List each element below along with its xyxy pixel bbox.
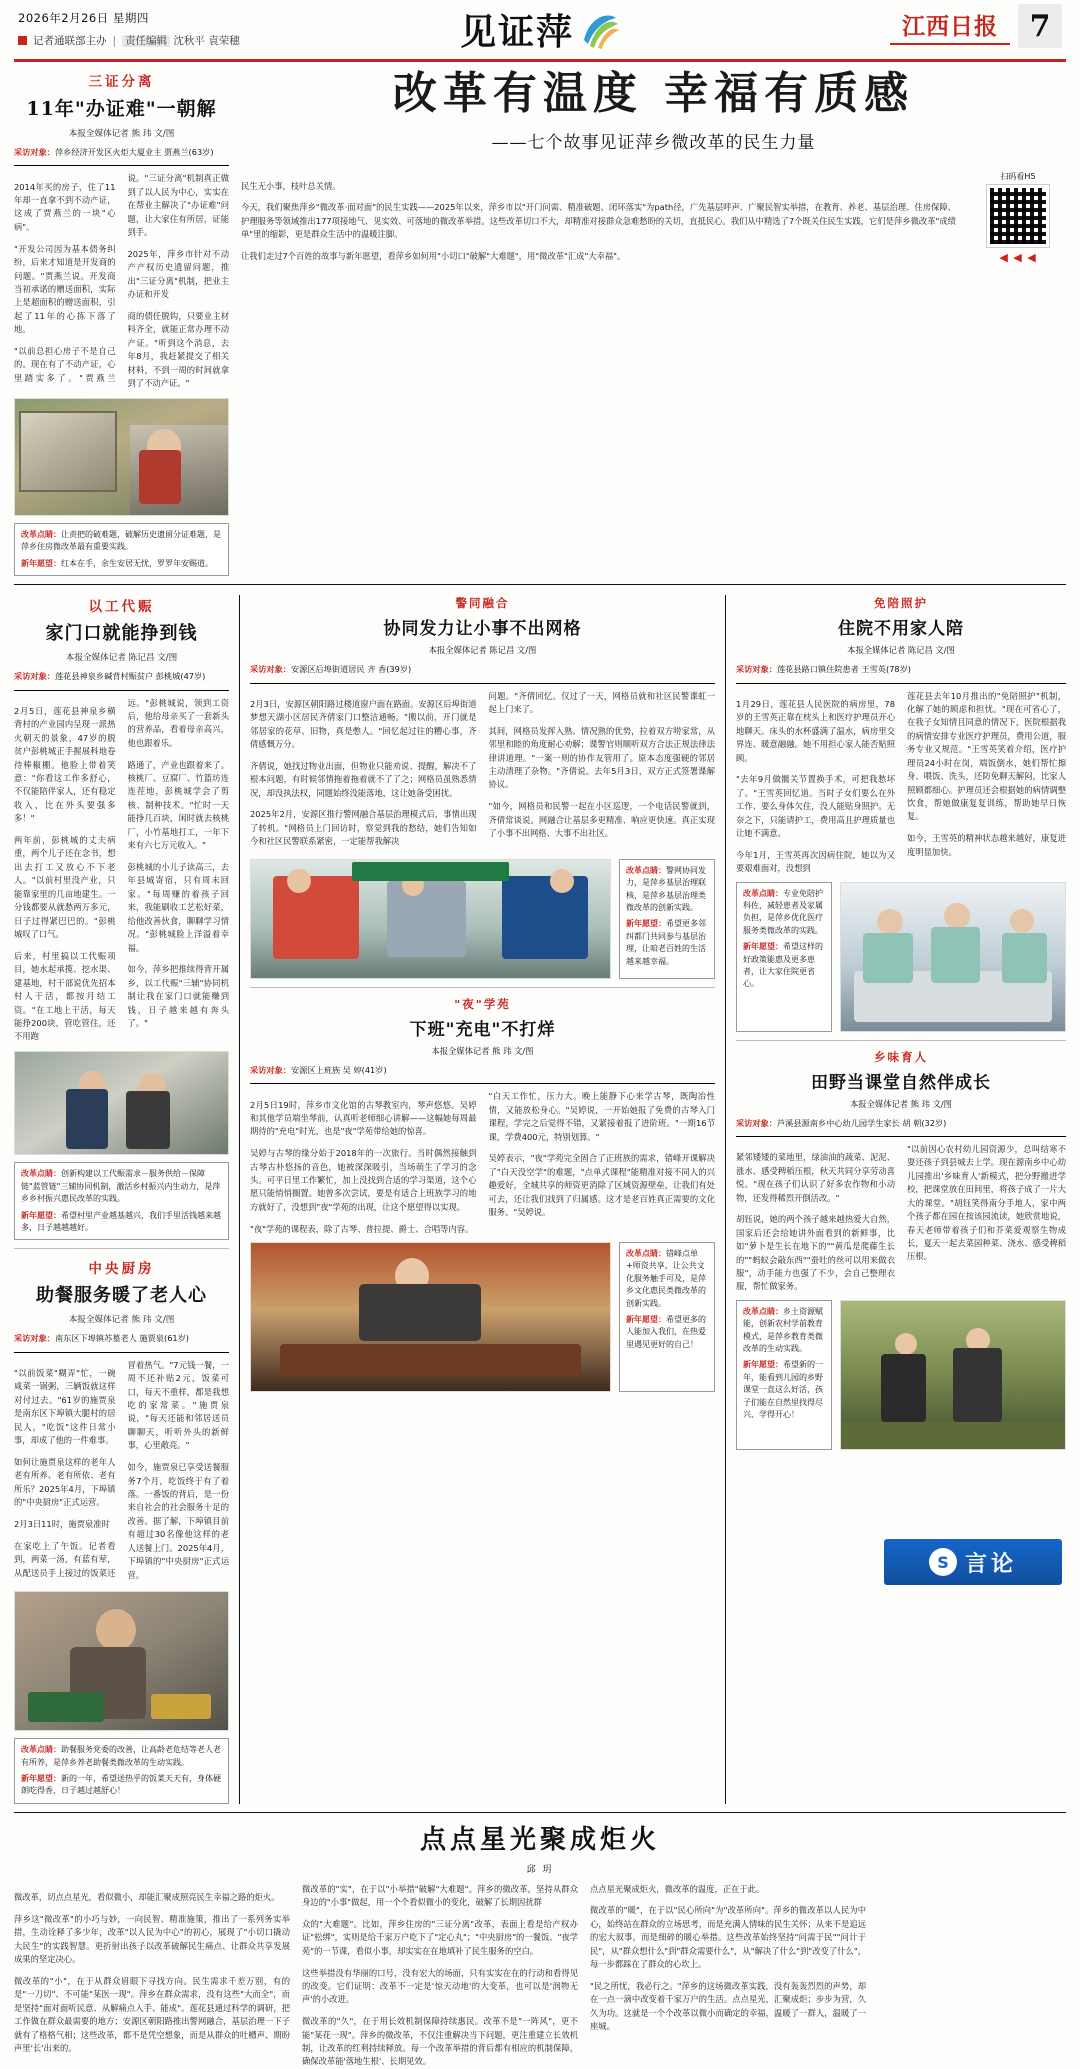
paragraph: 路通了，产业也跟着来了。核桃厂、豆腐厂、竹篮坊连连茬地，彭桃城学会了剪核、制种技术。"忙时一天能挣几百块，闲时就去核桃厂，小竹基地打工，一年下来有六七万元收入。" xyxy=(127,759,229,851)
note-text: 错峰点单+师资共享，让公共文化服务触手可及，是萍乡文化惠民类微改革的创新实践。 xyxy=(626,1249,706,1308)
paragraph: 2014年买的房子，住了11年却一直拿不到不动产证，这成了贾燕兰的一块"心病"。 xyxy=(14,181,116,232)
wish-text: 希望村里产业越基越兴，我们手里活钱越来越多，日子越越越好。 xyxy=(21,1210,221,1233)
article-kicker: "夜"学苑 xyxy=(454,996,511,1011)
paragraph: 微改革的"久"，在于用长效机制保障持续惠民。改革不是"一阵风"，更不能"某花一现"。萍乡的微改革，不仅注重解决当下问题，更注重建立长效机制，让改革的红利持续释放。每一个改革举措的背后都有相应的机制保障，确保改革能'落地生根'、长期见效。 xyxy=(302,2016,578,2067)
paragraph: "开发公司因为基本债务纠纷，后来才知道是开发商的问题。"贾燕兰说。开发商当初承诺的赠送面积，实际上是超面积的赠送面积，引起了11年的心拣下落了地。 xyxy=(14,243,116,335)
article-photo xyxy=(14,1591,229,1731)
commentary-title: 点点星光聚成炬火 xyxy=(419,1824,660,1855)
paragraph: 紧邻矮矮的菜地里，绿油油的蔬菜、泥泥、涨水、感受稗稻压根，秋天共同分享劳动喜悦。"现在孩子们认识了好多农作物和小动物，还发得稀烈开倒活改。" xyxy=(736,1152,895,1203)
top-zone xyxy=(14,70,1066,576)
article-body xyxy=(736,1143,1066,1294)
rule xyxy=(736,1040,1066,1041)
paragraph: "民之所忧，我必行之。"萍乡的这场微改革实践，没有轰轰烈烈的声势，却在一点一滴中改变着千家万户的生活。点点星光，汇聚成炬；步步为营，久久为功。这就是一个个改革以微小而确定的幸福，温暖了一群人，温暖了一座城。 xyxy=(590,1980,866,2032)
wish-text: 希望更多的人能加入我们，在热爱里遇见更好的自己！ xyxy=(626,1315,706,1349)
note-title: 改革点睛： xyxy=(743,1306,783,1316)
paragraph: "夜"学苑的课程表，除了古琴、普拉提、爵士、合唱等内容。 xyxy=(250,1223,474,1234)
paragraph: 众的"大难题"。比如，萍乡住房的"三证分离"改革，表面上看是给产权办证"松绑"，实则是给千家万户吃下了"定心丸"；"中央厨房"的一餐饭、"夜学苑"的一节课，看似小事，却实实在在地填补了民生服务的空白。 xyxy=(302,1918,578,1956)
wish-text: 希望新的一年，能看到儿园的乡野课堂一直这么好活，孩子们能在自然里找得尽兴、学得开心！ xyxy=(743,1360,823,1420)
note-text: 让责把的破难题，破解历史遗留分证难题，是萍乡住房微改革最有重要实践。 xyxy=(21,530,221,552)
article-photo xyxy=(840,1300,1066,1450)
masthead xyxy=(14,0,1066,62)
article-byline: 本报全媒体记者 熊 玮 文/图 xyxy=(850,1098,952,1109)
paragraph: 民生无小事，枝叶总关情。 xyxy=(241,180,341,191)
paragraph: 2025年2月，安源区推行警网融合基层治理模式后，事情出现了转机。"网格员上门回访时，察觉到我的愁结，她们告知如今和社区民警联系紧密，一定能帮我解决 xyxy=(250,809,477,847)
article-photo xyxy=(14,398,229,516)
article-police-grid xyxy=(250,595,715,979)
paragraph: 1月29日，莲花县人民医院的病房里，78岁的王雪英正靠在枕头上和医疗护理员开心地聊天。床头的水杯盛满了温水，病房里交界连、暖意融融。她不用担心家人能否贴照顾。 xyxy=(736,698,895,763)
rule xyxy=(736,1136,1066,1137)
rule xyxy=(250,683,715,684)
article-body xyxy=(14,172,229,392)
wish-title: 新年愿望： xyxy=(626,1315,666,1324)
article-body xyxy=(250,690,715,853)
article-nurse-care xyxy=(736,595,1066,1031)
article-headline: 11年"办证难"一朝解 xyxy=(26,98,217,120)
article-byline: 本报全媒体记者 陈记昌 文/图 xyxy=(428,645,537,656)
qr-code[interactable] xyxy=(987,185,1049,247)
note-text: 助餐服务党委的改善，让高龄老危结等老人老有所养，是萍乡养老助餐类微改革的生动实践。 xyxy=(21,1745,221,1767)
note-text: 创新构建以工代赈需求－服务供给－保障链"蓝管链"三辅协同机制，激活乡村振兴内生动力，是萍乡乡村振兴惠民改革的实践。 xyxy=(21,1169,221,1204)
article-byline: 本报全媒体记者 陈记昌 文/图 xyxy=(847,645,955,656)
wish-text: 新的一年，希望送热乎的饭菜天天有，身体硬朗吃得香，日子越过越舒心！ xyxy=(21,1773,221,1796)
paragraph: 商的债任脱钩，只要业主材料齐全，就能正常办理不动产证。"听到这个消息，去年8月，我赶紧提交了相关材料，不到一周的时间就拿到了不动产证。" xyxy=(127,310,229,389)
paragraph: 问题。"齐倩回忆。仅过了一天，网格员就和社区民警谍虹一起上门来了。 xyxy=(488,690,715,714)
article-headline: 田野当课堂自然伴成长 xyxy=(811,1072,991,1093)
rule xyxy=(14,165,229,166)
rule xyxy=(14,1248,229,1249)
paragraph: 吴婷与古琴的缘分始于2018年的一次旅行。当时偶然接触到古琴古朴悠扬的音色，她被深深吸引，当场萌生了学习的念头。可平日里工作繁忙，加上没找到合适的学习渠道，这个心愿只能悄悄搁置。她曾多次尝试，要是有适合上班族学习的地方就好了，没想到"夜"学苑的出现，让这个愿望得以实现。 xyxy=(250,1148,477,1212)
paragraph: 彭桃城的小儿子读高三，去年县城寄宿，只有周末回家。"每周赚的着孩子回来，我能刷收工艺松好菜，给他改善伙食，聊聊学习情况。"彭桃城脸上洋溢着幸福。 xyxy=(127,861,229,953)
wish-text: 希望更多邻纠都门共同参与基层治理，让咱老百姓的生活越来越幸福。 xyxy=(626,919,706,966)
note-text: 专业免陪护科佐，减轻患者及家属负担，是萍乡优化医疗服务类微改革的实践。 xyxy=(743,888,823,935)
paragraph: 在家吃上了午饭。记者看到，两菜一汤，有蓝有荤，从配送员手上接过的饭菜还冒着热气。"7元钱一餐，一周不还补贴2元，饭菜可口，每天不重样，都是我想吃的家常菜。"施贾泉说，"每天还能和邻居送员聊聊天，听听外头的新鲜事，心里敞亮。" xyxy=(14,1359,229,1578)
paragraph: "白天工作忙，压力大。晚上能静下心来学古琴，既陶冶性情，又能放松身心。"吴婷说，一开始她报了免费的古琴入门课程，学完之后觉得不错，又紧接着报了进阶班。"一期16节课，学费400元，特别划算。" xyxy=(488,1091,715,1142)
editor-names: 沈秋平 袁荣穗 xyxy=(173,35,240,47)
article-body xyxy=(14,697,229,1046)
rule xyxy=(14,1352,229,1353)
lead-title: 改革有温度 幸福有质感 xyxy=(392,68,915,119)
paragraph: 其间，网格员发挥入熟、情况熟的优势，拉着双方唠家常，从邻里和睦的角度耐心劝解；谍警官则顺听双方合法正规法律法律讲道理。"一案一则的协作友管用了。原本态度强硬的邻居主动清理了杂物。"齐倩说。去年5月3日，双方正式签署谍解协议。 xyxy=(488,725,715,790)
wish-title: 新年愿望： xyxy=(626,919,666,929)
arrows-icon: ◀ ◀ ◀ xyxy=(999,251,1037,265)
divider: | xyxy=(112,34,117,47)
reform-note xyxy=(736,1300,832,1450)
paper-name: 江西日报 xyxy=(902,13,998,40)
article-kicker: 三证分离 xyxy=(88,74,155,90)
interview-subject: 采访对象：莲花县神泉乡碱背村赈贫户 彭桃城(47岁) xyxy=(14,671,206,682)
article-kicker: 中央厨房 xyxy=(88,1261,155,1278)
article-headline: 家门口就能挣到钱 xyxy=(45,623,198,645)
paragraph: 微改革的"小"，在于从群众眉眼下寻找方向。民生需求千差万别，有的是"一刀切"、不可能"某医一现"。萍乡在群众需求，没有这些"大而全"，而是坚持"面对面听民意、从解痛点入手、能成"。莲花县通过科学的调研，把工作做在群众最需要的地方；安源区朝阳路推出警网融合，基层治理一下子就有了格格气相；这些改革，都不是凭空想象，而是从群众的吐槽声、期盼声里'长'出来的。 xyxy=(14,1975,290,2053)
rule xyxy=(14,690,229,691)
article-kicker: 免陪照护 xyxy=(874,596,928,611)
reform-note xyxy=(736,882,832,1032)
interview-subject: 采访对象：芦溪县源南乡中心幼儿园学生家长 胡 朝(32岁) xyxy=(736,1117,947,1128)
wish-title: 新年愿望： xyxy=(743,942,783,952)
paragraph: "以前饭菜"糊弄"忙，一碗咸菜一锅粥，三辆饭就这样对付过去。"61岁的施贾泉是南东区下埠镇大腿村的居民人，"吃饭"这件日常小事，却成了他的一件难事。 xyxy=(14,1368,116,1446)
article-headline: 协同发力让小事不出网格 xyxy=(383,619,582,640)
wish-text: 红本在手，余生安居无忧，罗罗年安赐道。 xyxy=(61,558,213,568)
article-body xyxy=(250,1090,715,1236)
article-headline: 住院不用家人陪 xyxy=(838,619,964,640)
commentary-article xyxy=(14,1819,1066,2069)
paragraph: 微改革的"实"，在于以"小举措"破解"大难题"。萍乡的微改革，坚持从群众身边的"小事"做起，用一个个看似微小的变化，破解了长期因扰群 xyxy=(302,1883,578,1908)
rule xyxy=(736,683,1066,684)
reform-note xyxy=(14,523,229,576)
paragraph: 如今，萍乡把推续得背开属乡，以工代赈"三辅"协同机制让我在家门口就能赚到钱，日子越来越有奔头了。" xyxy=(127,964,229,1029)
swirl-badge-icon: S xyxy=(929,1548,957,1576)
commentary-badge xyxy=(884,1539,1062,1585)
qr-block[interactable] xyxy=(970,171,1066,271)
wish-text: 希望这样的好政策能惠及更多患者，让大家住院更省心。 xyxy=(743,942,823,989)
paper-name-block xyxy=(890,8,1010,45)
paragraph: 微改革，切点点星光，看似微小，却能汇聚成照亮民生幸福之路的炬火。 xyxy=(14,1892,280,1903)
article-work-relief xyxy=(14,595,229,1240)
interview-subject: 采访对象：安源区上班族 吴 婷(41岁) xyxy=(250,1064,387,1075)
interview-subject: 采访对象：安源区后埠街道居民 齐 香(39岁) xyxy=(250,664,412,675)
article-byline: 本报全媒体记者 熊 玮 文/图 xyxy=(431,1045,534,1056)
commentary-body xyxy=(14,1883,1066,2069)
paragraph: "以前因心农村幼儿园资源少，总叫结寒不耍还孩子到县城去上学。现在源南乡中心幼儿园推出'乡味育人'新模式，把分野搬进学校，把课堂放在田间里，将孩子成了一片大大的课堂。"胡钰笑得南分手地人，家中两个孩子都在园在按该园流读，她欣赏地说，春天老师带着孩子们和芥菜爱观察生物成长，夏天一起去菜园种菜、浇水、感受稗稻压根。 xyxy=(907,1143,1066,1262)
paragraph: 微改革的"暖"，在于以"民心所向"为"改革所向"。萍乡的微改革以人民为中心，始终站在群众的立场思考，而是充满人情味的民生关怀；从来不是追远的宏大叙事，而是细碎的暖心举措。这些改革始终坚持"问需于民""问计于民"，从"群众想什么"到"群众需要什么"，从"解决了什么"到"改变了什么"，每一步都踩在了群众的心坎上。 xyxy=(590,1905,866,1970)
paragraph: "以前总担心房子不是自己的。现在有了不动产证，心里踏实多了。"贾燕兰说。"三证分离"机制真正做到了以人民为中心，实实在在帮业主解决了"办证难"问题，让大家住有所居，证能到手。 xyxy=(14,173,229,383)
main-grid xyxy=(14,595,1066,1804)
article-byline: 本报全媒体记者 熊 玮 文/图 xyxy=(68,129,175,139)
interview-subject: 采访对象：南东区下埠镇苏墓老人 施贾泉(61岁) xyxy=(14,1333,189,1344)
paragraph: 萍乡这"微改革"的小巧与妙，一向民智、精准施策，推出了一系列务实举措，生动诠释了多少年，改革"以人民为中心"的初心，展现了"小切口撬动大民生"的实践智慧。更折射出孩子以改革破解民生痛点、让群众共享发展成果的坚定决心。 xyxy=(14,1913,290,1965)
note-text: 警网协同发力，是萍乡基层治理联核，是萍乡基层治理类微改革的创新实践。 xyxy=(626,865,706,913)
note-text: 乡土资源赋能，创新农村学前教育模式，是萍乡教育类微改革的生动实践。 xyxy=(743,1306,823,1354)
note-title: 改革点睛： xyxy=(21,530,61,540)
note-title: 改革点睛： xyxy=(21,1169,61,1179)
note-title: 改革点睛： xyxy=(743,888,783,898)
swirl-logo-icon xyxy=(578,10,620,50)
paragraph: 远。"彭桃城说，领到工资后，他给母亲买了一套新头的营养品，看着母亲高兴，他也跟着乐。 xyxy=(127,697,229,748)
article-three-certificates xyxy=(14,70,229,576)
article-body xyxy=(736,690,1066,876)
paragraph: "如今，网格员和民警一起在小区巡逻，一个电话民警就到，齐倩常谈说。网融合让基层多更精准、响应更快速。真正实现了小事不出网格、大事不出社区。 xyxy=(488,801,715,839)
qr-label: 扫码看H5 xyxy=(1000,172,1036,182)
left-column xyxy=(14,595,229,1804)
article-photo xyxy=(840,882,1066,1032)
paragraph: 吴婷表示，"夜"学苑完全固合了正班族的需求，错峰开课解决了"白天没空学"的难题，"点单式课程"能精准对接不同人的兴趣爱好，全城共享的师资更消除了区域资源壁垒，让我们有处可去，还让我们找到了归属感。这才是老百姓真正需要的文化服务。"吴婷说。 xyxy=(488,1153,715,1218)
article-rural-education xyxy=(736,1049,1066,1450)
paragraph: 点点星光聚成炬火，微改革的温度，正在于此。 xyxy=(590,1883,765,1894)
rule xyxy=(250,1083,715,1084)
paragraph: 2月5日19时，萍乡市文化馆的古琴教室内，琴声悠悠。吴婷和其他学员端坐琴前，认真听老师细心讲解——这幅她每周最期待的"充电"时光，也是"夜"学苑带给她的惊喜。 xyxy=(250,1099,477,1137)
article-kicker: 以工代赈 xyxy=(88,599,155,616)
article-headline: 助餐服务暖了老人心 xyxy=(36,1285,207,1307)
red-square-icon xyxy=(18,36,27,45)
reform-note xyxy=(14,1738,229,1804)
paragraph: 这些举措没有华丽的口号，没有宏大的场面，只有实实在在的行动和看得见的改变。它们证明：改革不一定是'惊天动地'的大变革，也可以是'润物无声'的小改进。 xyxy=(302,1967,578,2005)
note-title: 改革点睛： xyxy=(626,865,666,875)
middle-column xyxy=(239,595,726,1804)
commentary-badge-label: 言论 xyxy=(964,1550,1017,1577)
wish-title: 新年愿望： xyxy=(21,1210,61,1220)
editor-label: 责任编辑 xyxy=(122,35,170,47)
paragraph: 今年1月，王雪英再次因病住院，她以为又要艰难面对，没想到 xyxy=(736,849,895,874)
paragraph: 2025年，萍乡市针对不动产产权历史遗留问题，推出"三证分离"机制，把业主办证和开发 xyxy=(127,248,229,300)
wish-title: 新年愿望： xyxy=(743,1360,783,1370)
paragraph: 齐倩说，她找过物业出面，但物业只能劝说、提醒，解决不了根本问题，有时候邻情拖着拖着就不了了之；网格员虽熟悉情况，却没执法权，同题始终没能落地，这让她备受困扰。 xyxy=(250,760,477,798)
paragraph: 2月3日，安源区朝阳路过楼道窗户面在路面。安源区后埠街道梦想天湖小区居民齐倩家门口整洁通畅。"搬以前，开门就是邻居家的花草、旧物，真是憋人。"回忆起过往的糟心事，齐倩感慨万分。 xyxy=(250,698,477,750)
interview-subject: 采访对象：莲花县路口镇住院患者 王雪英(78岁) xyxy=(736,664,911,675)
article-body xyxy=(14,1359,229,1585)
paragraph: 如今，施贾泉已享受送餐服务7个月，吃饭终于有了着落。一番饭的背后，是一份来自社会的社会服务十足的改善。据了解，下埠镇目前有超过30名像他这样的老人送餐上门。2025年4月，下埠镇的"中央厨房"正式运营。 xyxy=(127,1462,229,1580)
paragraph: "去年9月做髋关节置换手术，可把我愁坏了。"王雪英回忆道。当时子女们要么在外工作、要么身体欠住，没人能贴身照护。无奈之下，只能请护工，费用高且护理质量也让她不满意。 xyxy=(736,774,895,839)
masthead-title-text: 见证萍 xyxy=(459,11,575,53)
reform-note xyxy=(619,1242,715,1392)
paragraph: 2月5日，莲花县神泉乡横背村的产业园内呈现一派热火朝天的景象，47岁的脱贫户彭桃城正手握展科地卷待棒椒棚。他脸上带着笑意："你看这工作多舒心，不仅能陪伴家人，还有稳定收入，比在外头要强多多！" xyxy=(14,705,116,824)
wish-title: 新年愿望： xyxy=(21,558,61,568)
masthead-title xyxy=(460,4,620,55)
article-photo xyxy=(250,859,611,979)
reform-note xyxy=(14,1162,229,1240)
article-kicker: 警同融合 xyxy=(455,596,510,611)
note-title: 改革点睛： xyxy=(21,1745,61,1755)
commentary-author: 邱 玥 xyxy=(526,1864,554,1875)
lead-article xyxy=(241,70,1066,576)
article-headline: 下班"充电"不打烊 xyxy=(409,1019,556,1040)
article-photo xyxy=(250,1242,611,1392)
note-title: 改革点睛： xyxy=(626,1249,666,1259)
paragraph: 胡钰说，她的两个孩子越来越热爱大自然，国家后还会给她讲外面看到的新鲜事，比如"萝卜是生长在地下的""黄瓜是爬藤生长的""蚂蚁会敲东西""蚕吐的丝可以用来做衣服"，动手能力也强了不少，会自己整理衣服，帮忙做家务。 xyxy=(736,1214,895,1292)
paragraph: 如何让施贾泉这样的老年人老有所养、老有所依、老有所乐？2025年4月，下埠镇的"中央厨房"正式运营。 xyxy=(14,1456,116,1508)
article-kicker: 乡味育人 xyxy=(874,1049,928,1064)
paper-name-rule xyxy=(890,43,1010,45)
right-column xyxy=(736,595,1066,1804)
interview-subject: 采访对象：萍乡经济开发区火炬大厦业主 贾燕兰(63岁) xyxy=(14,147,214,157)
masthead-subline xyxy=(18,33,240,48)
article-byline: 本报全媒体记者 陈记昌 文/图 xyxy=(65,653,178,664)
wish-title: 新年愿望： xyxy=(21,1773,61,1783)
article-night-school xyxy=(250,996,715,1392)
page-number: 7 xyxy=(1018,4,1062,48)
paragraph: 后来，村里搞以工代赈项目，她水起承揽、挖水渠、建基地，村干部说优先招本村人干活，都按月结工资。"在工地上干活，每天能挣200块，管吃管住，还不用跑 xyxy=(14,950,116,1042)
article-photo xyxy=(14,1051,229,1155)
paragraph: 2月3日11时，施贾泉准时 xyxy=(14,1518,110,1529)
article-byline: 本报全媒体记者 熊 玮 文/图 xyxy=(68,1315,175,1326)
reform-note xyxy=(619,859,715,979)
paragraph: 让我们走过7个百姓的故事与新年愿望，看萍乡如何用"小切口"破解"大难题"，用"微改革"汇成"大幸福"。 xyxy=(241,251,626,262)
paragraph: 今天，我们聚焦萍乡"微改革·面对面"的民生实践——2025年以来，萍乡市以"开门问需、精准破题、闭环落实"为path径，广先基层呼声、广聚民智实举措，在教育、养老、基层治理、住房保障、护理服务等领域推出177项接地气、见实效、可落地的微改革举措。这些改革切口不大，却精准对接群众急难愁盼的关切，直抵民心。我们从中精选了7个既关住民生实践，它们是萍乡微改革"成绩单"里的缩影，更是群众生活中的温暖注脚。 xyxy=(241,202,956,240)
publication-date: 2026年2月26日 星期四 xyxy=(18,11,149,25)
department-label: 记者通联部主办 xyxy=(33,35,107,47)
paragraph: 两年前，彭桃城的丈夫病重，两个儿子还在念书，想出去打工又放心不下老人。"以前村里没产业，只能靠家里的几亩地建生。一分钱都要从就愁两万多元，日子过得紧巴巴的。"彭桃城叹了口气。 xyxy=(14,835,116,940)
paragraph: 莲花县去年10月推出的"免陪照护"机制，化解了她的顾虑和担忧。"现在可省心了，在我子女知情且同意的情况下，医院根据我的病情安排专业医疗护理员，费用公道，服务专业又规范。"王雪英笑着介绍，医疗护理员24小时在岗，端饭倒水，她们帮忙擦身、喂饭、洗头，还防免聊天解闷，比家人照顾都细心。护理员还会根据她的病情调整饮食，帮她做康复复训练，帮助她早日恢复。 xyxy=(907,690,1066,822)
rule xyxy=(250,987,715,988)
article-central-kitchen xyxy=(14,1257,229,1803)
paragraph: 如今，王雪英的精神状态越来越好，康复进度明显加快。 xyxy=(907,833,1066,857)
lead-subtitle: ——七个故事见证萍乡微改革的民生力量 xyxy=(491,133,816,154)
